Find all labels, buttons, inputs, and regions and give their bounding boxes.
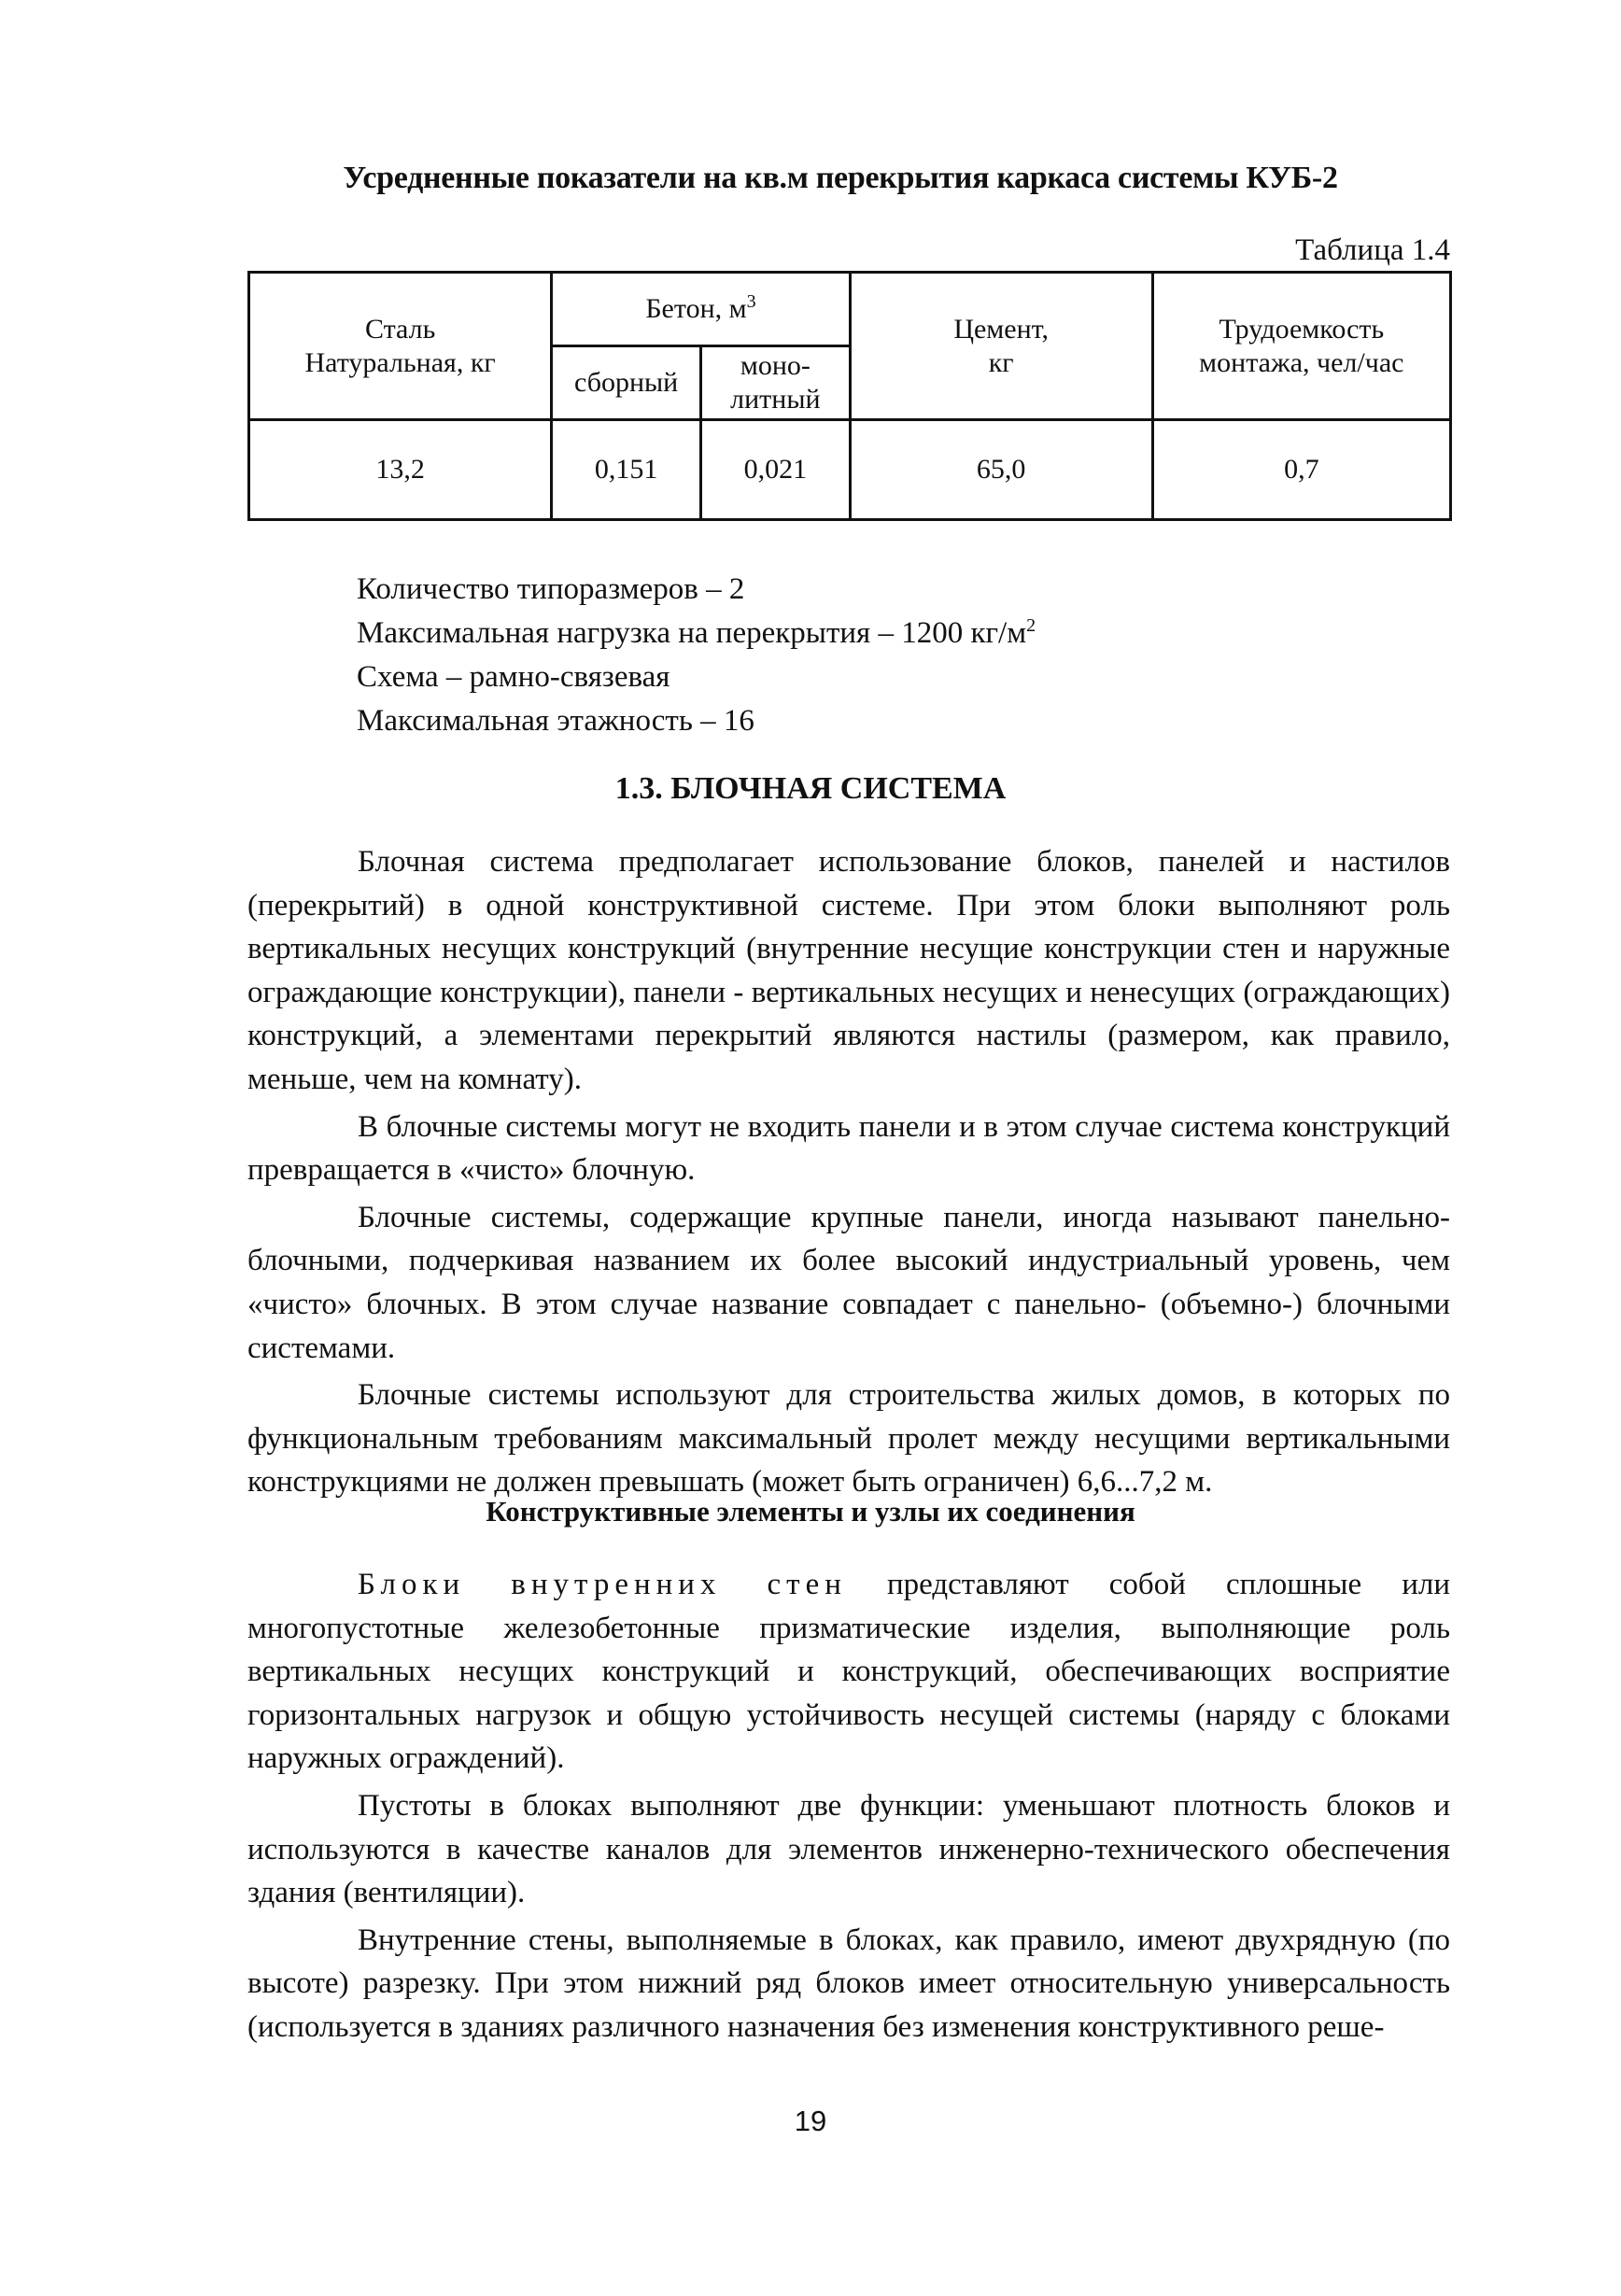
table-number: Таблица 1.4 xyxy=(1295,233,1450,267)
table-header-row xyxy=(249,273,1451,346)
cell-precast: 0,151 xyxy=(552,420,701,520)
param-scheme: Схема – рамно-связевая xyxy=(357,660,670,694)
param-load: Максимальная нагрузка на перекрытия – 1200 $кг/м^2$ xyxy=(357,615,1036,650)
system-parameters xyxy=(357,568,1036,743)
indicators-table xyxy=(247,271,1452,521)
paragraph: Блочные системы используют для строительства жилых домов, в которых по функциональным требованиям максимальный пролет между несущими вертикальными конструкциями не должен превышать (может быть ограничен) 6,6...7,2 м. xyxy=(247,1378,1450,1500)
table-caption: Усредненные показатели на кв.м перекрытия каркаса системы КУБ-2 xyxy=(343,161,1338,195)
header-labor: Трудоемкость монтажа, чел/час xyxy=(1152,273,1450,420)
spaced-lead: Блоки внутренних стен xyxy=(358,1568,847,1601)
header-monolithic: моно- литный xyxy=(701,346,851,420)
section-heading: 1.3. БЛОЧНАЯ СИСТЕМА xyxy=(614,771,1007,806)
paragraph: Внутренние стены, выполняемые в блоках, как правило, имеют двухрядную (по высоте) разрезку. При этом нижний ряд блоков имеет относительную универсальность (используется в зданиях различного назначения без изменения конструктивного реше- xyxy=(247,1923,1450,2044)
cell-cement: 65,0 xyxy=(850,420,1152,520)
param-sizes: Количество типоразмеров – 2 xyxy=(357,572,745,606)
page-number: 19 xyxy=(794,2105,827,2137)
cell-labor: 0,7 xyxy=(1152,420,1450,520)
paragraph: Блочная система предполагает использование блоков, панелей и настилов (перекрытий) в одной конструктивной системе. При этом блоки выполняют роль вертикальных несущих конструкций (внутренние несущие конструкции стен и наружные ограждающие конструкции), панели - вертикальных несущих и ненесущих (ограждающих) конструкций, а элементами перекрытий являются настилы (размером, как правило, меньше, чем на комнату). xyxy=(247,845,1450,1096)
header-cement: Цемент, кг xyxy=(850,273,1152,420)
header-precast: сборный xyxy=(552,346,701,420)
paragraph: В блочные системы могут не входить панели и в этом случае система конструкций превращается в «чисто» блочную. xyxy=(247,1109,1450,1188)
paragraph: Блоки внутренних стен представляют собой сплошные или многопустотные железобетонные призматические изделия, выполняющие роль вертикальных несущих конструкций и конструкций, обеспечивающих восприятие горизонтальных нагрузок и общую устойчивость несущей системы (наряду с блоками наружных ограждений). xyxy=(247,1568,1450,1776)
header-steel: Сталь Натуральная, кг xyxy=(249,273,552,420)
subsection-body xyxy=(247,1563,1450,2053)
paragraph: Пустоты в блоках выполняют две функции: уменьшают плотность блоков и используются в качестве каналов для элементов инженерно-технического обеспечения здания (вентиляции). xyxy=(247,1788,1450,1910)
header-concrete: Бетон, $м^3$ xyxy=(552,273,850,346)
cell-monolithic: 0,021 xyxy=(701,420,851,520)
section-body xyxy=(247,840,1450,1508)
subsection-heading: Конструктивные элементы и узлы их соединения xyxy=(486,1495,1135,1528)
paragraph: Блочные системы, содержащие крупные панели, иногда называют панельно-блочными, подчеркивая названием их более высокий индустриальный уровень, чем «чисто» блочных. В этом случае название совпадает с панельно- (объемно-) блочными системами. xyxy=(247,1200,1450,1365)
cell-steel: 13,2 xyxy=(249,420,552,520)
param-floors: Максимальная этажность – 16 xyxy=(357,704,754,738)
table-row xyxy=(249,420,1451,520)
